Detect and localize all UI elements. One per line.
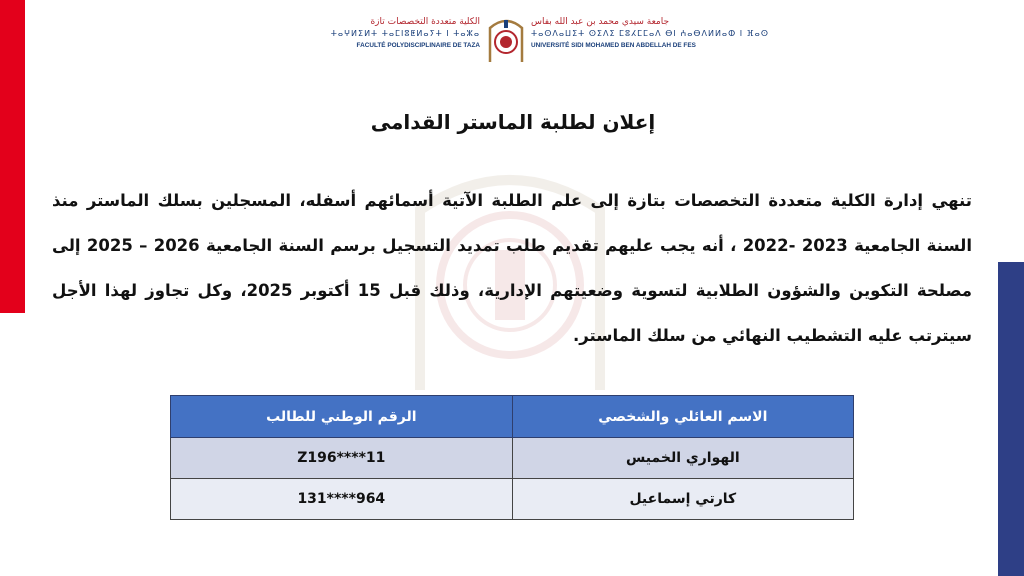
student-id-cell: Z196****11 [171,438,513,479]
left-red-accent-bar [0,0,25,313]
university-name-french: UNIVERSITÉ SIDI MOHAMED BEN ABDELLAH DE FES [531,42,696,49]
faculty-name-tifinagh: ⵜⴰⵖⵍⵉⵍⵜ ⵜⴰⵎⵏⵓⵟⵍⴰⵢⵜ ⵏ ⵜⴰⵣⴰ [330,29,480,38]
student-id-cell: 131****964 [171,479,513,520]
university-logo-icon [486,16,526,62]
table-row [171,479,854,520]
students-table [170,395,854,520]
announcement-body: تنهي إدارة الكلية متعددة التخصصات بتازة إلى علم الطلبة الآتية أسمائهم أسفله، المسجلين بسلك الماستر منذ السنة الجامعية 2023 -2022 ، أنه يجب عليهم تقديم طلب تمديد التسجيل برسم السنة الجامعية 2026 – 2025 إلى مصلحة التكوين والشؤون الطلابية لتسوية وضعيتهم الإدارية، وذلك قبل 15 أكتوبر 2025، وكل تجاوز لهذا الأجل سيترتب عليه التشطيب النهائي من سلك الماستر. [52,191,972,345]
table-row [171,438,854,479]
page-header [318,16,769,64]
faculty-name-french: FACULTÉ POLYDISCIPLINAIRE DE TAZA [356,42,480,49]
university-identity [531,16,769,52]
column-header-name: الاسم العائلي والشخصي [512,396,853,438]
student-name-cell: الهواري الخميس [512,438,853,479]
table-header-row [171,396,854,438]
student-name-cell: كارتي إسماعيل [512,479,853,520]
university-name-arabic: جامعة سيدي محمد بن عبد الله بفاس [531,17,670,27]
university-name-tifinagh: ⵜⴰⵙⴷⴰⵡⵉⵜ ⵙⵉⴷⵉ ⵎⵓⵃⵎⵎⴰⴷ ⴱⵏ ⵄⴰⴱⴷⵍⵍⴰⵀ ⵏ ⴼⴰⵙ [531,29,769,38]
announcement-title: إعلان لطلبة الماستر القدامى [370,110,656,134]
column-header-national-id: الرقم الوطني للطالب [171,396,513,438]
faculty-identity [318,16,480,52]
right-blue-accent-bar [998,262,1024,576]
faculty-name-arabic: الكلية متعددة التخصصات تازة [370,17,480,27]
